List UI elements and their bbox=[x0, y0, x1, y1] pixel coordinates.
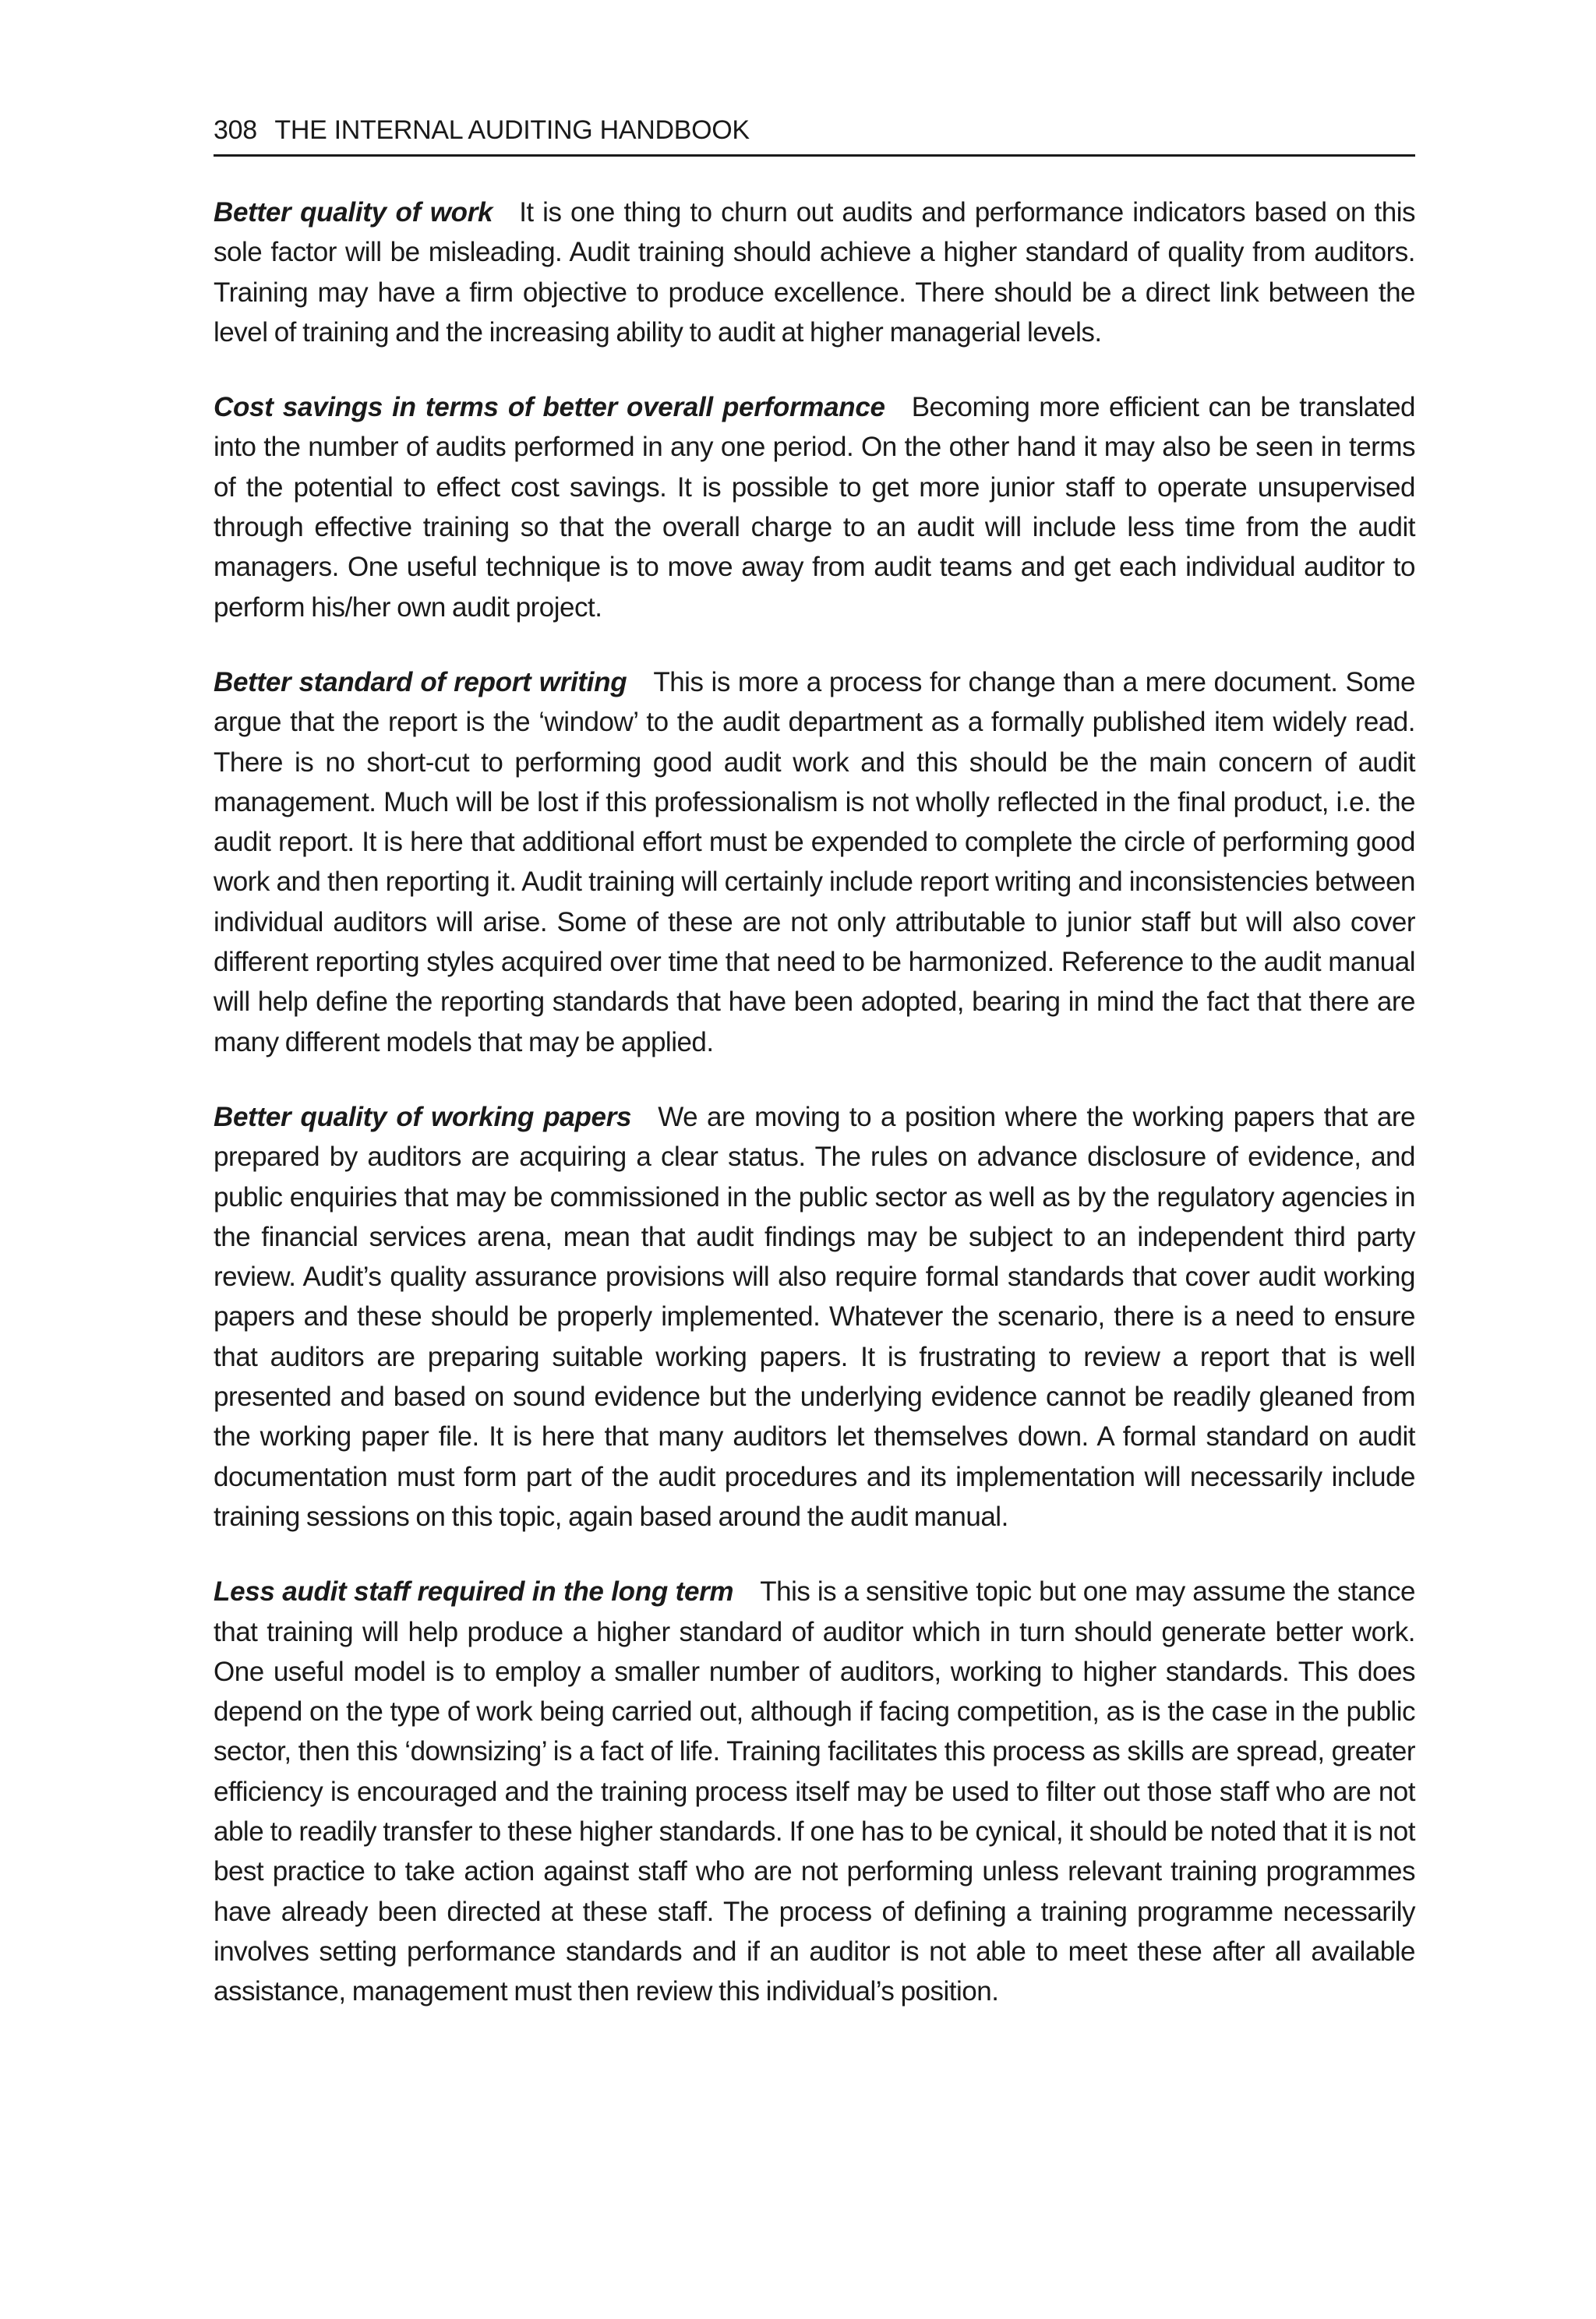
paragraph-better-quality-of-work bbox=[214, 192, 1415, 352]
paragraph-text: This is a sensitive topic but one may assume the stance that training will help produce a higher standard of auditor which in turn should generate better work. One useful model is to employ a smaller number of auditors, working to higher standards. This does depend on the type of work being carried out, although if facing competition, as is the case in the public sector, then this ‘downsizing’ is a fact of life. Training facilitates this process as skills are spread, greater efficiency is encouraged and the training process itself may be used to filter out those staff who are not able to readily transfer to these higher standards. If one has to be cynical, it should be noted that it is not best practice to take action against staff who are not performing unless relevant training programmes have already been directed at these staff. The process of defining a training programme necessarily involves setting performance standards and if an auditor is not able to meet these after all available assistance, management must then review this individual’s position. bbox=[214, 1576, 1415, 2007]
book-page bbox=[214, 117, 1415, 2046]
paragraph-text: We are moving to a position where the working papers that are prepared by auditors are acquiring a clear status. The rules on advance disclosure of evidence, and public enquiries that may be commissioned in the public sector as well as by the regulatory agencies in the financial services arena, mean that audit findings may be subject to an independent third party review. Audit’s quality assurance provisions will also require formal standards that cover audit working papers and these should be properly implemented. Whatever the scenario, there is a need to ensure that auditors are preparing suitable working papers. It is frustrating to review a report that is well presented and based on sound evidence but the underlying evidence cannot be readily gleaned from the working paper file. It is here that many auditors let themselves down. A formal standard on audit documentation must form part of the audit procedures and its implementation will necessarily include training sessions on this topic, again based around the audit manual. bbox=[214, 1101, 1416, 1532]
paragraph-heading: Better standard of report writing bbox=[214, 666, 627, 697]
paragraph-heading: Better quality of working papers bbox=[214, 1101, 632, 1132]
paragraph-heading: Cost savings in terms of better overall performance bbox=[214, 392, 885, 423]
paragraph-cost-savings bbox=[214, 387, 1415, 627]
paragraph-less-audit-staff bbox=[214, 1572, 1415, 2011]
paragraph-text: It is one thing to churn out audits and performance indicators based on this sole factor will be misleading. Audit training should achieve a higher standard of quality from auditors. Training may have a firm objective to produce excellence. There should be a direct link between the level of training and the increasing ability to audit at higher managerial levels. bbox=[214, 197, 1415, 348]
paragraph-heading: Less audit staff required in the long term bbox=[214, 1576, 734, 1608]
page-number: 308 bbox=[214, 115, 257, 145]
running-header bbox=[214, 117, 1415, 157]
paragraph-heading: Better quality of work bbox=[214, 197, 493, 228]
paragraph-working-papers bbox=[214, 1097, 1415, 1537]
body-text bbox=[214, 192, 1415, 2011]
book-title: THE INTERNAL AUDITING HANDBOOK bbox=[274, 115, 750, 145]
paragraph-text: Becoming more efficient can be translated into the number of audits performed in any one period. On the other hand it may also be seen in terms of the potential to effect cost savings. It is possible to get more junior staff to operate unsupervised through effective training so that the overall charge to an audit will include less time from the audit managers. One useful technique is to move away from audit teams and get each individual auditor to perform his/her own audit project. bbox=[214, 392, 1415, 623]
paragraph-text: This is more a process for change than a mere document. Some argue that the report is the ‘window’ to the audit department as a formally published item widely read. There is no short-cut to performing good audit work and this should be the main concern of audit management. Much will be lost if this professionalism is not wholly reflected in the final product, i.e. the audit report. It is here that additional effort must be expended to complete the circle of performing good work and then reporting it. Audit training will certainly include report writing and inconsistencies between individual auditors will arise. Some of these are not only attributable to junior staff but will also cover different reporting styles acquired over time that need to be harmonized. Reference to the audit manual will help define the reporting standards that have been adopted, bearing in mind the fact that there are many different models that may be applied. bbox=[214, 666, 1415, 1057]
paragraph-report-writing bbox=[214, 662, 1415, 1062]
